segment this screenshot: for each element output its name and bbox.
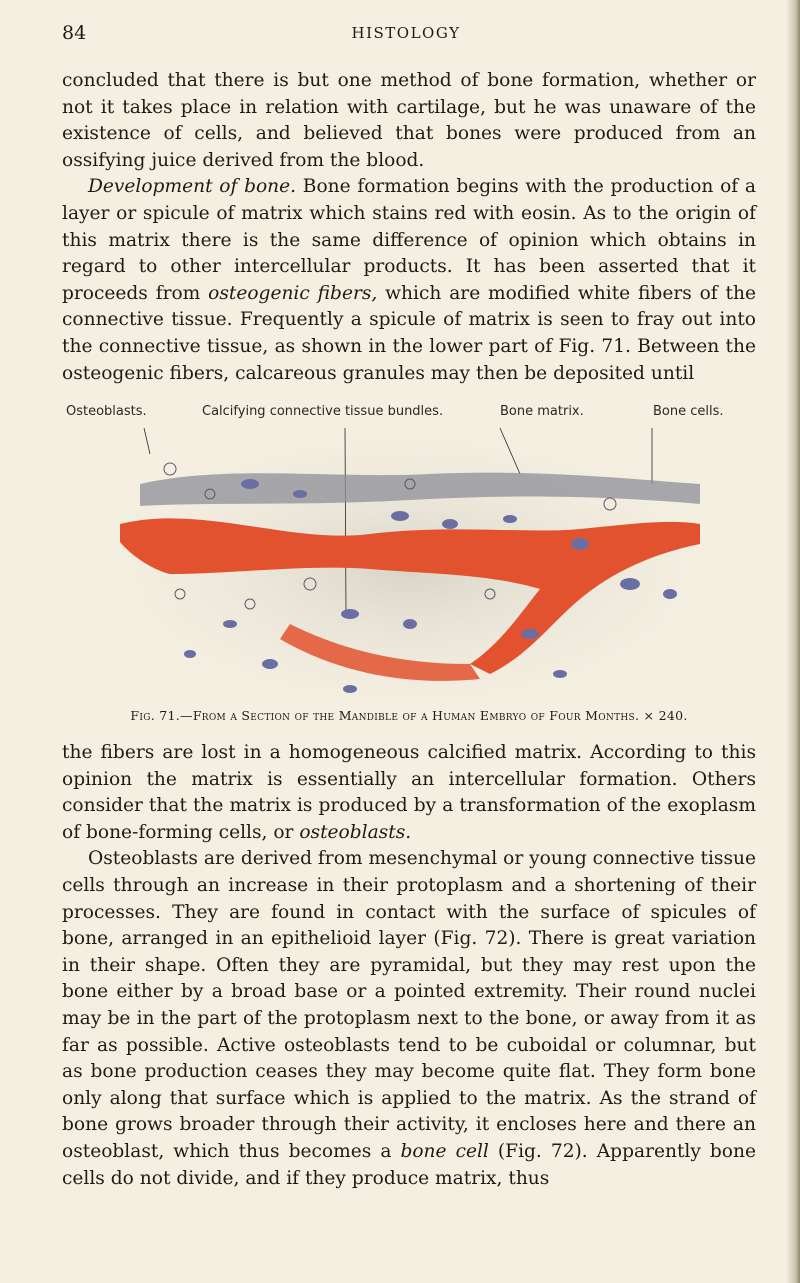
paragraph-3-text: the fibers are lost in a homogeneous calcified matrix. According to this opinion the matrix is essentially an intercellular formation. Others consider that the matrix is produced by a transformation of the exoplasm of bone-forming cells, or: [62, 742, 756, 843]
label-bone-matrix: Bone matrix.: [500, 404, 584, 419]
term-osteogenic-fibers: osteogenic fibers,: [208, 282, 378, 304]
label-bone-cells: Bone cells.: [653, 404, 724, 419]
paragraph-4-text: Osteoblasts are derived from mesenchymal or young connective tissue cells through an increase in their protoplasm and a shortening of their processes. They are found in contact with the surface of spicules of bone, arranged in an epithelioid layer (Fig. 72). There is great variation in their shape. Often they are pyramidal, but they may rest upon the bone either by a broad base or a pointed extremity. Their round nuclei may be in the part of the protoplasm next to the bone, or away from it as far as possible. Active osteoblasts tend to be cuboidal or columnar, but as bone production ceases they may become quite flat. They form bone only along that surface which is applied to the matrix. As the strand of bone grows broader through their activity, it encloses here and there an osteoblast, which thus becomes a: [62, 848, 756, 1162]
paragraph-4: [62, 846, 756, 1192]
figure-caption: Fig. 71.—From a Section of the Mandible of a Human Embryo of Four Months. × 240.: [130, 708, 688, 723]
body-text-top: [62, 68, 756, 387]
paragraph-2: [62, 174, 756, 387]
term-bone-cell: bone cell: [400, 1140, 489, 1162]
label-osteoblasts: Osteoblasts.: [66, 404, 147, 419]
paragraph-1: concluded that there is but one method of bone formation, whether or not it takes place in relation with cartilage, but he was unaware of the existence of cells, and believed that bones were produced from an ossifying juice derived from the blood.: [62, 70, 756, 171]
page-number: 84: [62, 22, 87, 44]
label-calcifying-bundles: Calcifying connective tissue bundles.: [202, 404, 444, 419]
paragraph-4-tail: (Fig. 72). Apparently bone cells do not divide, and if they produce matrix, thus: [62, 1140, 756, 1189]
term-osteoblasts: osteoblasts.: [299, 821, 412, 843]
section-heading-development-of-bone: Development of bone.: [88, 176, 297, 198]
page-edge-shadow: [786, 0, 800, 1283]
figure-71-histology-drawing: [110, 424, 710, 714]
running-title: HISTOLOGY: [351, 24, 461, 42]
paragraph-2-text: Bone formation begins with the production of a layer or spicule of matrix which stains red with eosin. As to the origin of this matrix there is the same difference of opinion which obtains in regard to other intercellular products. It has been asserted that it proceeds from: [62, 176, 756, 304]
paragraph-2-tail: which are modified white fibers of the connective tissue. Frequently a spicule of matrix is seen to fray out into the connective tissue, as shown in the lower part of Fig. 71. Between the osteogenic fibers, calcareous granules may then be deposited until: [62, 282, 756, 384]
body-text-bottom: [62, 740, 756, 1192]
paragraph-3: [62, 740, 756, 846]
running-head: [62, 22, 750, 46]
